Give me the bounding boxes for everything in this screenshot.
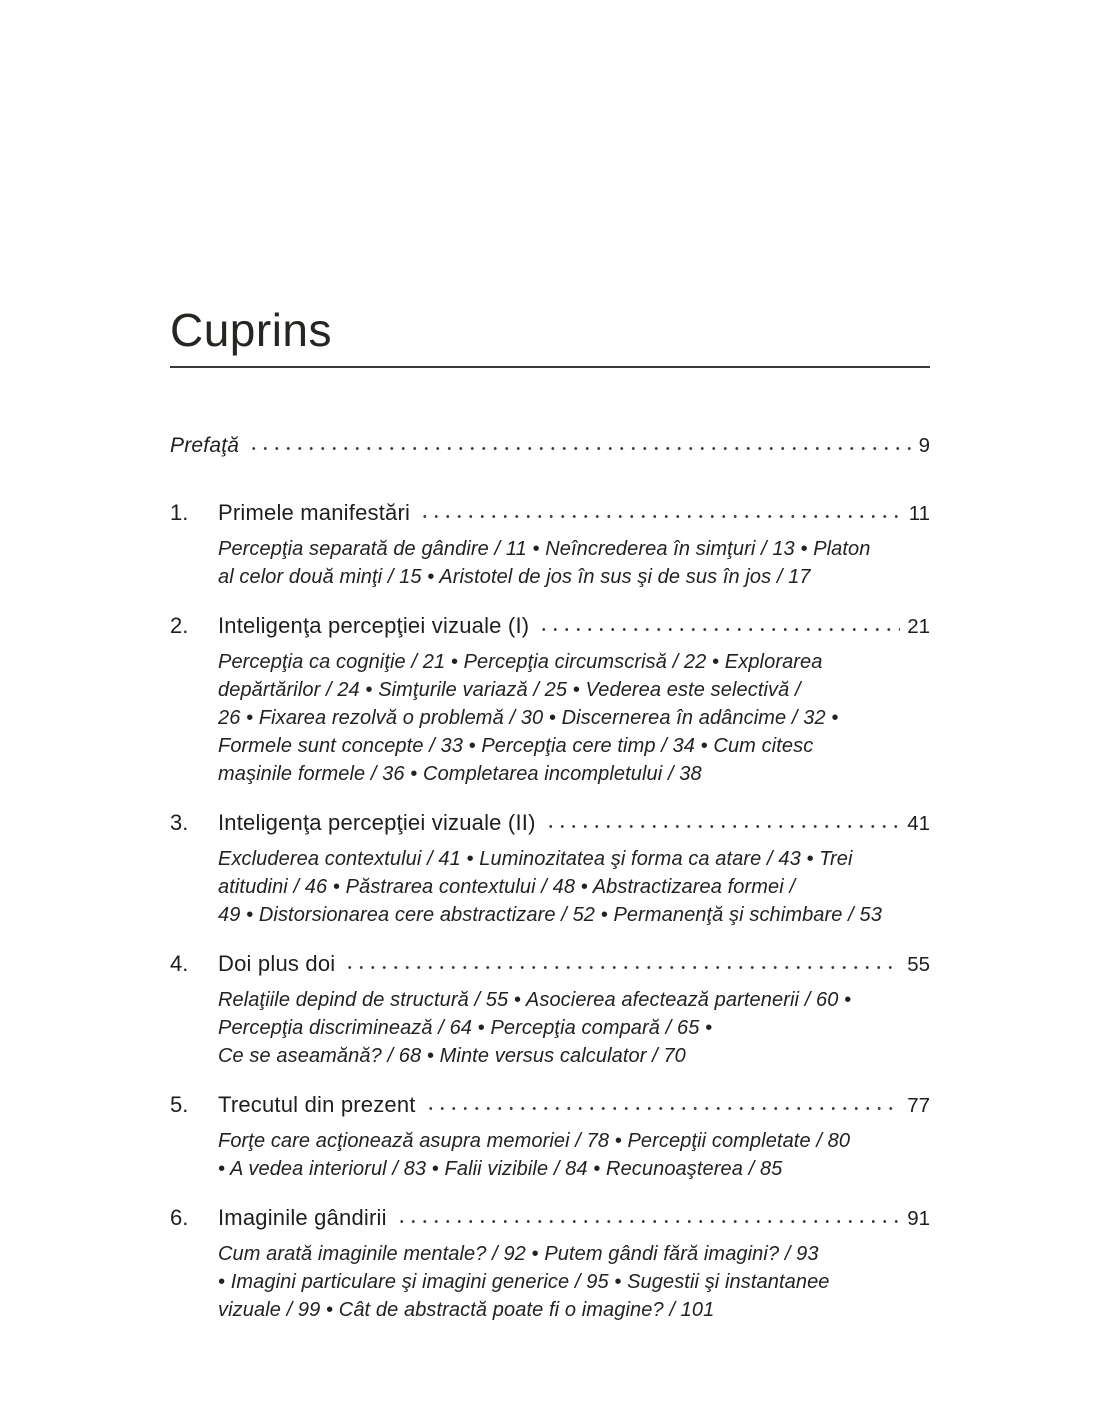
toc-entries xyxy=(170,500,930,1324)
dot-leader xyxy=(344,965,900,971)
title-rule xyxy=(170,366,930,368)
toc-entry-heading xyxy=(170,810,930,837)
entry-title: Primele manifestări xyxy=(218,500,411,525)
entry-page-number: 77 xyxy=(907,1094,930,1117)
entry-subtopics xyxy=(218,1240,930,1324)
entry-page-number: 55 xyxy=(907,953,930,976)
subtopic-line: Forţe care acţionează asupra memoriei / 78 • Percepţii completate / 80 xyxy=(218,1130,851,1152)
toc-entry xyxy=(170,1205,930,1324)
toc-entry-heading xyxy=(170,1092,930,1119)
subtopic-line: depărtărilor / 24 • Simţurile variază / 25 • Vederea este selectivă / xyxy=(218,679,801,701)
entry-page-number: 91 xyxy=(907,1207,930,1230)
subtopic-line: 26 • Fixarea rezolvă o problemă / 30 • Discernerea în adâncime / 32 • xyxy=(218,707,839,729)
subtopic-line: • Imagini particulare şi imagini generice / 95 • Sugestii şi instantanee xyxy=(218,1271,830,1293)
entry-title: Trecutul din prezent xyxy=(218,1092,416,1117)
entry-subtopics xyxy=(218,845,930,929)
toc-entry-heading xyxy=(170,1205,930,1232)
entry-number: 1. xyxy=(170,500,189,525)
subtopic-line: Ce se aseamănă? / 68 • Minte versus calculator / 70 xyxy=(218,1045,686,1067)
dot-leader xyxy=(425,1106,901,1112)
entry-number: 2. xyxy=(170,613,189,638)
subtopic-line: maşinile formele / 36 • Completarea incompletului / 38 xyxy=(218,763,702,785)
toc-entry xyxy=(170,810,930,929)
subtopic-line: Cum arată imaginile mentale? / 92 • Putem gândi fără imagini? / 93 xyxy=(218,1243,819,1265)
toc-entry-heading xyxy=(170,500,930,527)
subtopic-line: 49 • Distorsionarea cere abstractizare / 52 • Permanenţă şi schimbare / 53 xyxy=(218,904,882,926)
preface-label: Prefaţă xyxy=(170,434,240,457)
toc-entry xyxy=(170,613,930,788)
entry-subtopics xyxy=(218,535,930,591)
toc-entry xyxy=(170,951,930,1070)
subtopic-line: Percepţia ca cogniţie / 21 • Percepţia circumscrisă / 22 • Explorarea xyxy=(218,651,823,673)
entry-number: 6. xyxy=(170,1205,189,1230)
entry-subtopics xyxy=(218,986,930,1070)
entry-subtopics xyxy=(218,1127,930,1183)
entry-title: Inteligenţa percepţiei vizuale (I) xyxy=(218,613,530,638)
dot-leader xyxy=(419,514,902,520)
dot-leader xyxy=(396,1219,901,1225)
entry-title: Doi plus doi xyxy=(218,951,336,976)
page-title: Cuprins xyxy=(170,304,333,356)
entry-page-number: 41 xyxy=(907,812,930,835)
subtopic-line: Relaţiile depind de structură / 55 • Asocierea afectează partenerii / 60 • xyxy=(218,989,852,1011)
dot-leader xyxy=(545,824,901,830)
dot-leader xyxy=(538,627,900,633)
toc-entry xyxy=(170,500,930,591)
entry-subtopics xyxy=(218,648,930,788)
subtopic-line: Formele sunt concepte / 33 • Percepţia cere timp / 34 • Cum citesc xyxy=(218,735,814,757)
entry-number: 4. xyxy=(170,951,189,976)
toc-entry-heading xyxy=(170,951,930,978)
subtopic-line: Percepţia separată de gândire / 11 • Neîncrederea în simţuri / 13 • Platon xyxy=(218,538,871,560)
subtopic-line: Excluderea contextului / 41 • Luminozitatea şi forma ca atare / 43 • Trei xyxy=(218,848,853,870)
dot-leader xyxy=(248,446,911,452)
preface-page-number: 9 xyxy=(918,434,930,457)
entry-title: Inteligenţa percepţiei vizuale (II) xyxy=(218,810,536,835)
toc-entry-heading xyxy=(170,613,930,640)
subtopic-line: • A vedea interiorul / 83 • Falii vizibile / 84 • Recunoaşterea / 85 xyxy=(218,1158,783,1180)
subtopic-line: al celor două minţi / 15 • Aristotel de jos în sus şi de sus în jos / 17 xyxy=(218,566,811,588)
entry-page-number: 21 xyxy=(907,615,930,638)
subtopic-line: atitudini / 46 • Păstrarea contextului / 48 • Abstractizarea formei / xyxy=(218,876,796,898)
entry-page-number: 11 xyxy=(908,502,930,525)
entry-title: Imaginile gândirii xyxy=(218,1205,387,1230)
entry-number: 5. xyxy=(170,1092,189,1117)
subtopic-line: Percepţia discriminează / 64 • Percepţia compară / 65 • xyxy=(218,1017,713,1039)
toc-entry-preface xyxy=(170,434,930,458)
entry-number: 3. xyxy=(170,810,189,835)
subtopic-line: vizuale / 99 • Cât de abstractă poate fi o imagine? / 101 xyxy=(218,1299,715,1321)
toc-entry xyxy=(170,1092,930,1183)
